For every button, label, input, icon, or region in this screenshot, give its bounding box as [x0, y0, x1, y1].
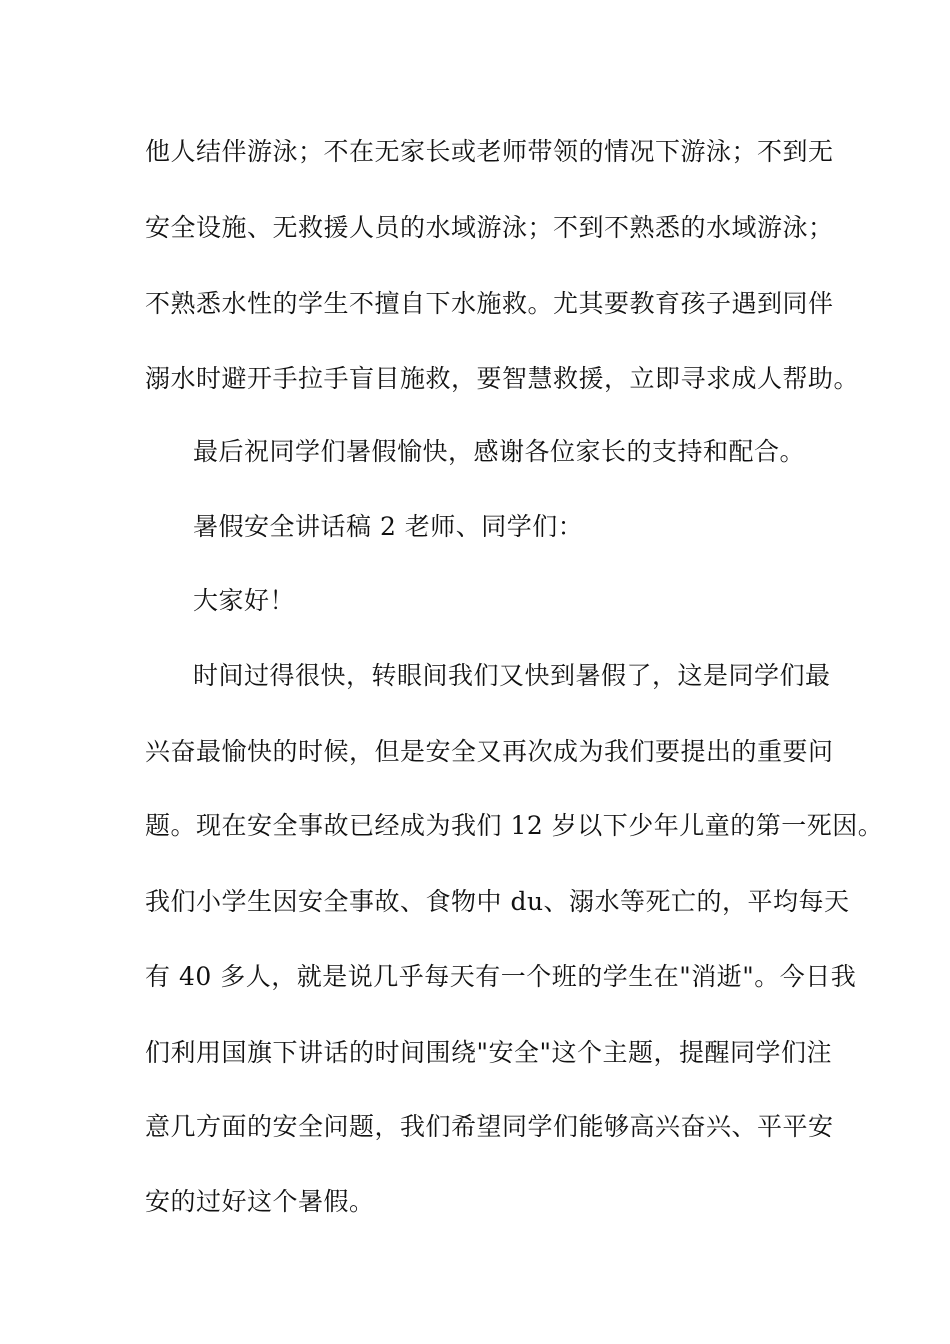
paragraph-line: 不熟悉水性的学生不擅自下水施救。尤其要教育孩子遇到同伴	[145, 289, 834, 318]
section-heading: 暑假安全讲话稿 2 老师、同学们：	[193, 512, 584, 541]
paragraph-line: 题。现在安全事故已经成为我们 12 岁以下少年儿童的第一死因。	[145, 811, 884, 840]
paragraph-line: 安全设施、无救援人员的水域游泳；不到不熟悉的水域游泳；	[145, 213, 834, 242]
paragraph-line: 有 40 多人，就是说几乎每天有一个班的学生在"消逝"。今日我	[145, 962, 857, 991]
paragraph-line: 们利用国旗下讲话的时间围绕"安全"这个主题，提醒同学们注	[145, 1038, 833, 1067]
paragraph-line: 时间过得很快，转眼间我们又快到暑假了，这是同学们最	[193, 661, 831, 690]
paragraph-line: 兴奋最愉快的时候，但是安全又再次成为我们要提出的重要问	[145, 737, 834, 766]
paragraph-line: 意几方面的安全问题，我们希望同学们能够高兴奋兴、平平安	[145, 1112, 834, 1141]
paragraph-line: 安的过好这个暑假。	[145, 1187, 375, 1216]
greeting-line: 大家好！	[193, 586, 296, 615]
paragraph-line: 最后祝同学们暑假愉快，感谢各位家长的支持和配合。	[193, 437, 806, 466]
paragraph-line: 他人结伴游泳；不在无家长或老师带领的情况下游泳；不到无	[145, 137, 834, 166]
paragraph-line: 溺水时避开手拉手盲目施救，要智慧救援，立即寻求成人帮助。	[145, 364, 860, 393]
paragraph-line: 我们小学生因安全事故、食物中 du、溺水等死亡的，平均每天	[145, 887, 850, 916]
